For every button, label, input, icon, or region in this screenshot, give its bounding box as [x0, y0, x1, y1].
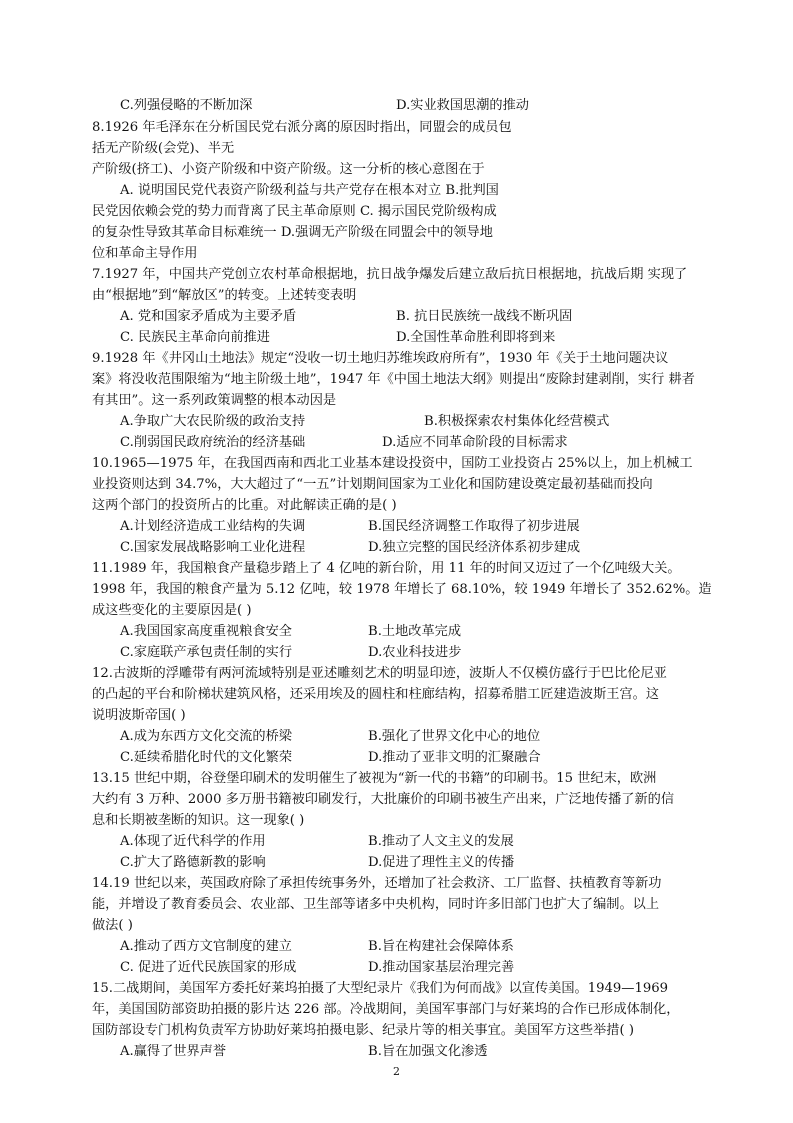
q11-stem-line-3: 成这些变化的主要原因是( ): [92, 603, 252, 618]
q14-option-a: A.推动了西方文官制度的建立: [120, 939, 292, 954]
q12-stem-line-1: 12.古波斯的浮雕带有两河流域特别是亚述雕刻艺术的明显印迹，波斯人不仅模仿盛行于巴比伦尼亚: [92, 666, 667, 681]
q7-tail-option-d: D.实业救国思潮的推动: [396, 98, 529, 113]
q9-stem-line-1: 9.1928 年《井冈山土地法》规定“没收一切土地归苏维埃政府所有”，1930 年《关于土地问题决议: [92, 351, 669, 366]
q7-option-a: A. 党和国家矛盾成为主要矛盾: [120, 309, 297, 324]
q9-option-a: A.争取广大农民阶级的政治支持: [120, 414, 306, 429]
q12-option-b: B.强化了世界文化中心的地位: [368, 729, 541, 744]
q10-option-a: A.计划经济造成工业结构的失调: [120, 519, 306, 534]
q10-stem-line-2: 业投资则达到 34.7%，大大超过了“一五”计划期间国家为工业化和国防建设奠定最初基础而投向: [92, 477, 653, 492]
q13-option-b: B.推动了人文主义的发展: [368, 834, 514, 849]
q14-stem-line-3: 做法( ): [92, 918, 133, 933]
q13-option-c: C.扩大了路德新教的影响: [120, 855, 266, 870]
q7-stem-line-1: 7.1927 年，中国共产党创立农村革命根据地，抗日战争爆发后建立敌后抗日根据地，抗战后期 实现了: [92, 267, 688, 282]
q7-option-d: D.全国性革命胜利即将到来: [396, 330, 556, 345]
q8-stem-line-1: 8.1926 年毛泽东在分析国民党右派分离的原因时指出，同盟会的成员包: [92, 120, 512, 135]
q8-stem-line-2: 括无产阶级(会党)、半无: [92, 141, 235, 156]
q10-stem-line-1: 10.1965—1975 年，在我国西南和西北工业基本建设投资中，国防工业投资占 25%以上，加上机械工: [92, 456, 693, 471]
q8-options-line-3: 的复杂性导致其革命目标难统一 D.强调无产阶级在同盟会中的领导地: [92, 225, 493, 240]
q7-option-c: C. 民族民主革命向前推进: [120, 330, 270, 345]
q13-option-d: D.促进了理性主义的传播: [368, 855, 515, 870]
q14-option-b: B.旨在构建社会保障体系: [368, 939, 514, 954]
q14-option-d: D.推动国家基层治理完善: [368, 960, 515, 975]
q15-stem-line-2: 年，美国国防部资助拍摄的影片达 226 部。冷战期间，美国军事部门与好莱坞的合作已形成体制化，: [92, 1002, 680, 1017]
q11-option-c: C.家庭联产承包责任制的实行: [120, 645, 293, 660]
q9-option-d: D.适应不同革命阶段的目标需求: [382, 435, 568, 450]
q11-option-a: A.我国国家高度重视粮食安全: [120, 624, 292, 639]
q11-option-b: B.土地改革完成: [368, 624, 462, 639]
q8-options-line-2: 民党因依赖会党的势力而背离了民主革命原则 C. 揭示国民党阶级构成: [92, 204, 497, 219]
page-number: 2: [393, 1065, 400, 1078]
q8-options-line-1: A. 说明国民党代表资产阶级利益与共产党存在根本对立 B.批判国: [120, 183, 499, 198]
q15-option-b: B.旨在加强文化渗透: [368, 1044, 488, 1059]
q9-stem-line-2: 案》将没收范围限缩为“地主阶级土地”，1947 年《中国土地法大纲》则提出“废除封建剥削，实行 耕者: [92, 372, 695, 387]
q12-option-a: A.成为东西方文化交流的桥梁: [120, 729, 292, 744]
q14-stem-line-1: 14.19 世纪以来，英国政府除了承担传统事务外，还增加了社会救济、工厂监督、扶植教育等新功: [92, 876, 662, 891]
q14-option-c: C. 促进了近代民族国家的形成: [120, 960, 297, 975]
q12-option-c: C.延续希腊化时代的文化繁荣: [120, 750, 293, 765]
q15-option-a: A.赢得了世界声誉: [120, 1044, 227, 1059]
q13-stem-line-3: 息和长期被垄断的知识。这一现象( ): [92, 813, 305, 828]
q10-option-c: C.国家发展战略影响工业化进程: [120, 540, 306, 555]
q10-stem-line-3: 这两个部门的投资所占的比重。对此解读正确的是( ): [92, 498, 397, 513]
q12-option-d: D.推动了亚非文明的汇聚融合: [368, 750, 541, 765]
q8-stem-line-3: 产阶级(挤工)、小资产阶级和中资产阶级。这一分析的核心意图在于: [92, 162, 485, 177]
q13-stem-line-2: 大约有 3 万种、2000 多万册书籍被印刷发行，大批廉价的印刷书被生产出来，广泛地传播了新的信: [92, 792, 675, 807]
q13-stem-line-1: 13.15 世纪中期，谷登堡印刷术的发明催生了被视为“新一代的书籍”的印刷书。15 世纪末，欧洲: [92, 771, 657, 786]
q10-option-d: D.独立完整的国民经济体系初步建成: [368, 540, 581, 555]
q11-stem-line-2: 1998 年，我国的粮食产量为 5.12 亿吨，较 1978 年增长了 68.10%，较 1949 年增长了 352.62%。造: [92, 582, 712, 597]
q12-stem-line-2: 的凸起的平台和阶梯状建筑风格，还采用埃及的圆柱和柱廊结构，招募希腊工匠建造波斯王宫。这: [92, 687, 660, 702]
q15-stem-line-1: 15.二战期间，美国军方委托好莱坞拍摄了大型纪录片《我们为何而战》以宣传美国。1949—1969: [92, 981, 669, 996]
q15-stem-line-3: 国防部设专门机构负责军方协助好莱坞拍摄电影、纪录片等的相关事宜。美国军方这些举措( ): [92, 1023, 634, 1038]
q12-stem-line-3: 说明波斯帝国( ): [92, 708, 186, 723]
q11-stem-line-1: 11.1989 年，我国粮食产量稳步踏上了 4 亿吨的新台阶，用 11 年的时间又迈过了一个亿吨级大关。: [92, 561, 681, 576]
q9-option-c: C.削弱国民政府统治的经济基础: [120, 435, 306, 450]
q11-option-d: D.农业科技进步: [368, 645, 462, 660]
q9-option-b: B.积极探索农村集体化经营模式: [424, 414, 610, 429]
q7-stem-line-2: 由“根据地”到“解放区”的转变。上述转变表明: [92, 288, 357, 303]
q10-option-b: B.国民经济调整工作取得了初步进展: [368, 519, 580, 534]
q8-options-line-4: 位和革命主导作用: [92, 246, 198, 261]
q13-option-a: A.体现了近代科学的作用: [120, 834, 266, 849]
q14-stem-line-2: 能，并增设了教育委员会、农业部、卫生部等诸多中央机构，同时许多旧部门也扩大了编制。以上: [92, 897, 660, 912]
q9-stem-line-3: 有其田”。这一系列政策调整的根本动因是: [92, 393, 337, 408]
q7-tail-option-c: C.列强侵略的不断加深: [120, 98, 253, 113]
q7-option-b: B. 抗日民族统一战线不断巩固: [396, 309, 573, 324]
